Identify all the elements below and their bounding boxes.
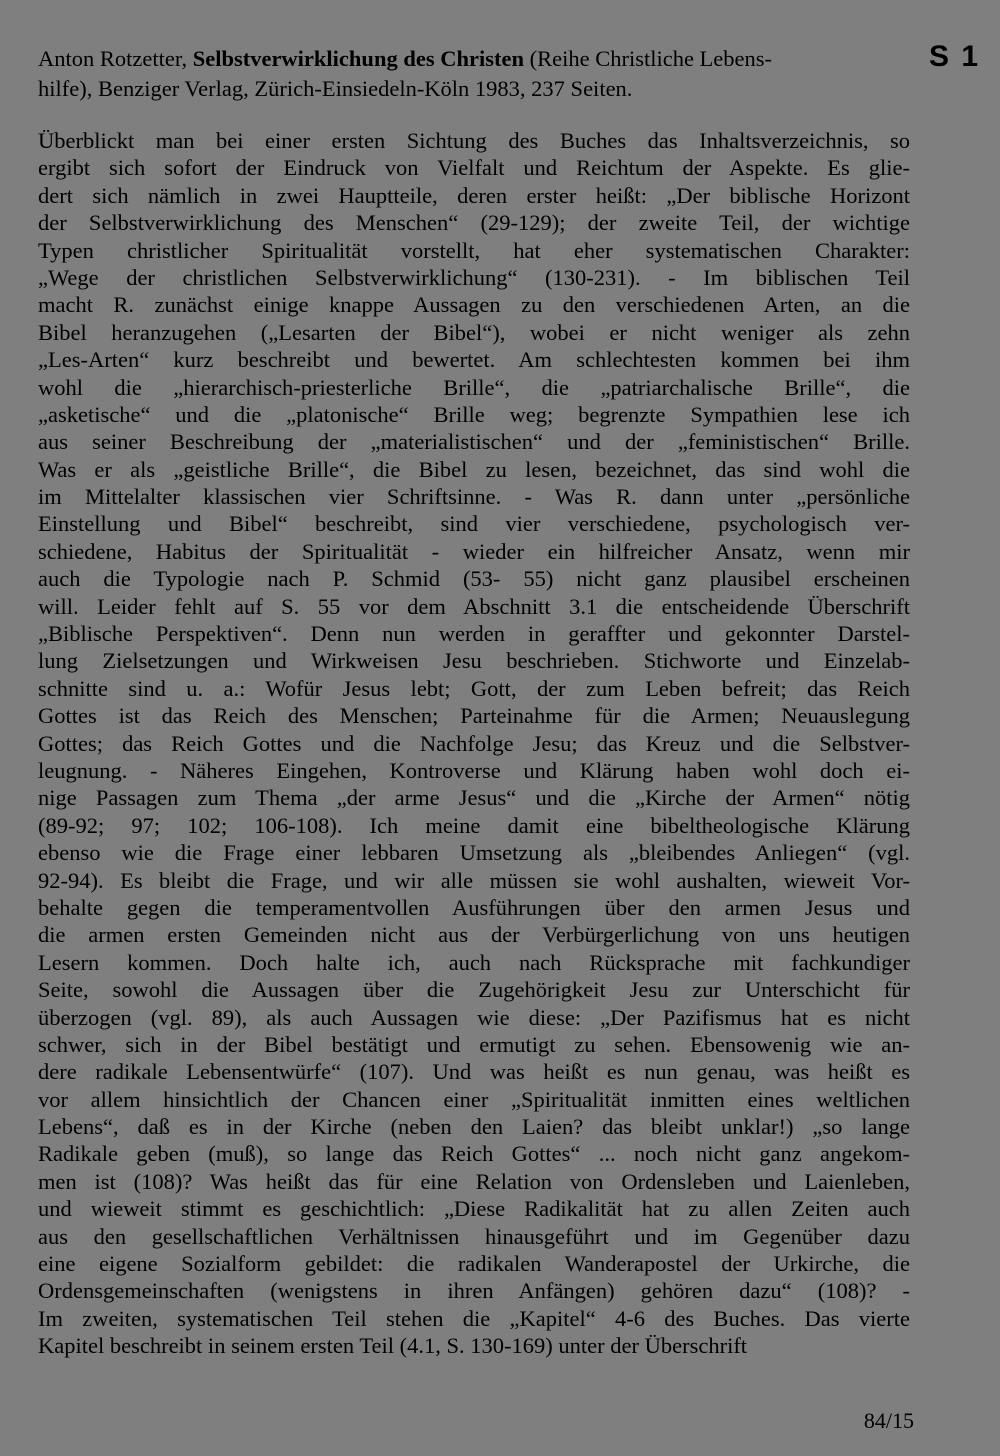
body-line: schwer, sich in der Bibel bestätigt und ermutigt zu sehen. Ebensowenig wie an- xyxy=(38,1031,910,1057)
body-line: auch die Typologie nach P. Schmid (53- 55) nicht ganz plausibel erscheinen xyxy=(38,566,910,592)
body-line: Radikale geben (muß), so lange das Reich Gottes“ ... noch nicht ganz angekom- xyxy=(38,1141,910,1167)
body-line: nige Passagen zum Thema „der arme Jesus“ und die „Kirche der Armen“ nötig xyxy=(38,785,910,811)
body-line: Ordensgemeinschaften (wenigstens in ihren Anfängen) gehören dazu“ (108)? - xyxy=(38,1278,910,1304)
body-line: lung Zielsetzungen und Wirkweisen Jesu beschrieben. Stichworte und Einzelab- xyxy=(38,648,910,674)
body-line: „Les-Arten“ kurz beschreibt und bewertet. Am schlechtesten kommen bei ihm xyxy=(38,347,910,373)
body-line: Kapitel beschreibt in seinem ersten Teil (4.1, S. 130-169) unter der Überschrift xyxy=(38,1333,748,1359)
body-line: behalte gegen die temperamentvollen Ausführungen über den armen Jesus und xyxy=(38,894,910,920)
body-line: schnitte sind u. a.: Wofür Jesus lebt; Gott, der zum Leben befreit; das Reich xyxy=(38,675,910,701)
bibliographic-header xyxy=(38,44,910,104)
body-line: der Selbstverwirklichung des Menschen“ (29-129); der zweite Teil, der wichtige xyxy=(38,210,910,236)
body-line: Was er als „geistliche Brille“, die Bibel zu lesen, bezeichnet, das sind wohl die xyxy=(38,456,910,482)
body-line: schiedene, Habitus der Spiritualität - wieder ein hilfreicher Ansatz, wenn mir xyxy=(38,538,910,564)
body-line: ebenso wie die Frage einer lebbaren Umsetzung als „bleibendes Anliegen“ (vgl. xyxy=(38,840,910,866)
body-line: ergibt sich sofort der Eindruck von Vielfalt und Reichtum der Aspekte. Es glie- xyxy=(38,155,910,181)
body-line: dert sich nämlich in zwei Hauptteile, deren erster heißt: „Der biblische Horizont xyxy=(38,182,910,208)
body-line: Bibel heranzugehen („Lesarten der Bibel“), wobei er nicht weniger als zehn xyxy=(38,319,910,345)
header-book-title: Selbstverwirklichung des Christen xyxy=(192,46,524,71)
header-publisher-line: hilfe), Benziger Verlag, Zürich-Einsiedeln-Köln 1983, 237 Seiten. xyxy=(38,76,633,101)
header-series: (Reihe Christliche Lebens- xyxy=(529,46,773,71)
body-line: im Mittelalter klassischen vier Schriftsinne. - Was R. dann unter „persönliche xyxy=(38,484,910,510)
body-line: „Wege der christlichen Selbstverwirklichung“ (130-231). - Im biblischen Teil xyxy=(38,264,910,290)
section-sigle: S 1 xyxy=(928,40,980,73)
body-line: Typen christlicher Spiritualität vorstellt, hat eher systematischen Charakter: xyxy=(38,237,910,263)
body-line: die armen ersten Gemeinden nicht aus der Verbürgerlichung von uns heutigen xyxy=(38,922,910,948)
body-line: (89-92; 97; 102; 106-108). Ich meine damit eine bibeltheologische Klärung xyxy=(38,812,910,838)
body-line: 92-94). Es bleibt die Frage, und wir alle müssen sie wohl aushalten, wieweit Vor- xyxy=(38,867,910,893)
body-line: men ist (108)? Was heißt das für eine Relation von Ordensleben und Laienleben, xyxy=(38,1168,910,1194)
body-line: Einstellung und Bibel“ beschreibt, sind vier verschiedene, psychologisch ver- xyxy=(38,511,910,537)
body-line: vor allem hinsichtlich der Chancen einer „Spiritualität inmitten eines weltlichen xyxy=(38,1086,910,1112)
body-line: Gottes ist das Reich des Menschen; Parteinahme für die Armen; Neuauslegung xyxy=(38,703,910,729)
body-line: und wieweit stimmt es geschichtlich: „Diese Radikalität hat zu allen Zeiten auch xyxy=(38,1196,910,1222)
body-line: aus den gesellschaftlichen Verhältnissen hinausgeführt und im Gegenüber dazu xyxy=(38,1223,910,1249)
body-line: macht R. zunächst einige knappe Aussagen zu den verschiedenen Arten, an die xyxy=(38,292,910,318)
body-line: Überblickt man bei einer ersten Sichtung des Buches das Inhaltsverzeichnis, so xyxy=(38,128,910,153)
body-line: „asketische“ und die „platonische“ Brille weg; begrenzte Sympathien lese ich xyxy=(38,401,910,427)
body-line: Seite, sowohl die Aussagen über die Zugehörigkeit Jesu zur Unterschicht für xyxy=(38,977,910,1003)
body-line: dere radikale Lebensentwürfe“ (107). Und was heißt es nun genau, was heißt es xyxy=(38,1059,910,1085)
review-body xyxy=(38,127,910,1360)
header-author: Anton Rotzetter, xyxy=(38,46,188,71)
body-line: Lesern kommen. Doch halte ich, auch nach Rücksprache mit fachkundiger xyxy=(38,949,910,975)
page-folio: 84/15 xyxy=(863,1408,914,1433)
body-line: Gottes; das Reich Gottes und die Nachfolge Jesu; das Kreuz und die Selbstver- xyxy=(38,730,910,756)
body-line: eine eigene Sozialform gebildet: die radikalen Wanderapostel der Urkirche, die xyxy=(38,1251,910,1277)
body-line: leugnung. - Näheres Eingehen, Kontroverse und Klärung haben wohl doch ei- xyxy=(38,757,910,783)
body-line: Lebens“, daß es in der Kirche (neben den Laien? das bleibt unklar!) „so lange xyxy=(38,1114,910,1140)
body-line: will. Leider fehlt auf S. 55 vor dem Abschnitt 3.1 die entscheidende Überschrift xyxy=(38,593,910,619)
body-line: überzogen (vgl. 89), als auch Aussagen wie diese: „Der Pazifismus hat es nicht xyxy=(38,1004,910,1030)
body-line: Im zweiten, systematischen Teil stehen die „Kapitel“ 4-6 des Buches. Das vierte xyxy=(38,1305,910,1331)
body-line: aus seiner Beschreibung der „materialistischen“ und der „feministischen“ Brille. xyxy=(38,429,910,455)
body-line: wohl die „hierarchisch-priesterliche Brille“, die „patriarchalische Brille“, die xyxy=(38,374,910,400)
body-line: „Biblische Perspektiven“. Denn nun werden in geraffter und gekonnter Darstel- xyxy=(38,621,910,647)
